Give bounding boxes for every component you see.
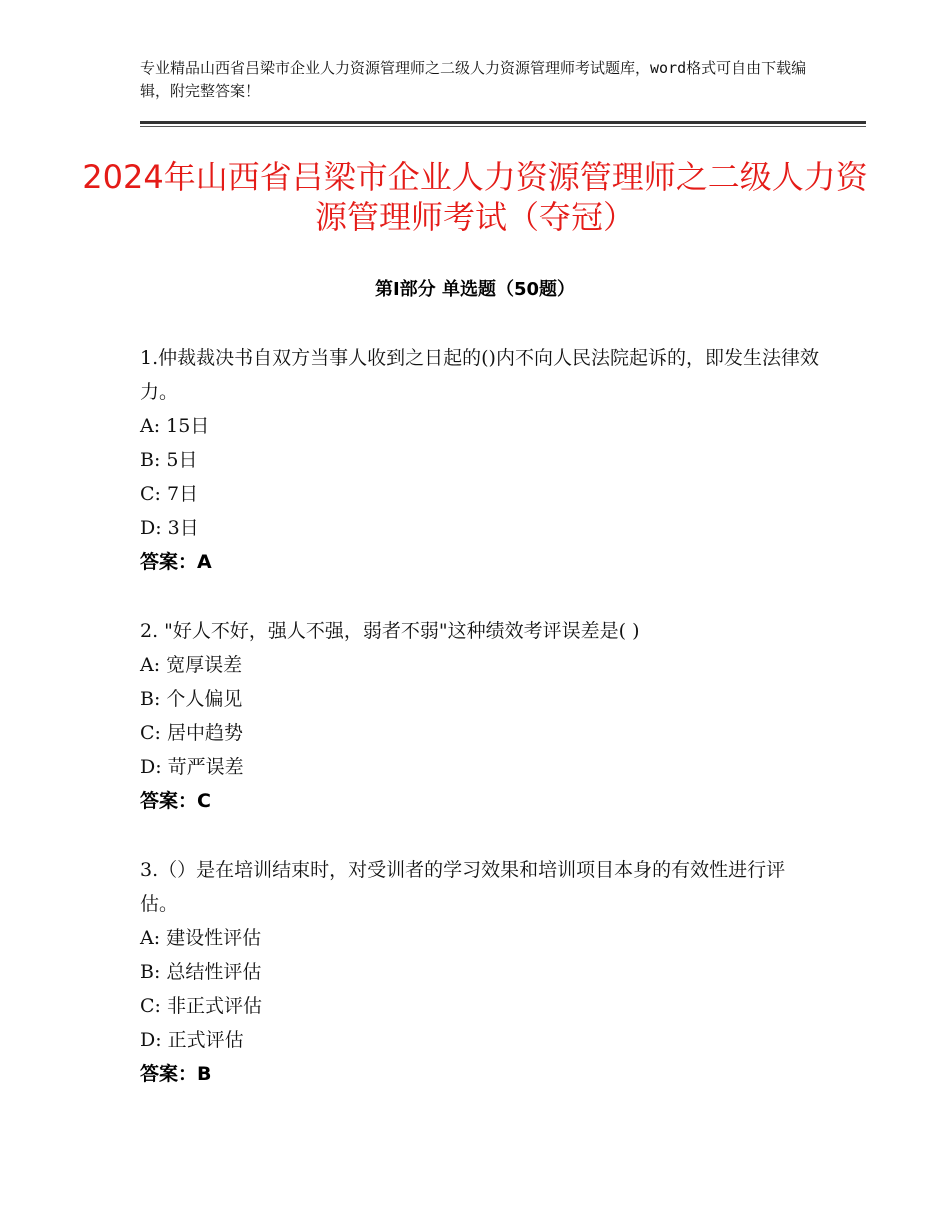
question-3-text: 3.（）是在培训结束时，对受训者的学习效果和培训项目本身的有效性进行评估。 bbox=[140, 859, 786, 915]
question-2-option-b: B: 个人偏见 bbox=[140, 688, 243, 710]
question-3-option-c: C: 非正式评估 bbox=[140, 995, 262, 1017]
question-1-option-a: A: 15日 bbox=[140, 415, 210, 437]
question-2-option-c: C: 居中趋势 bbox=[140, 722, 243, 744]
question-1-option-c: C: 7日 bbox=[140, 483, 199, 505]
document-title: 2024年山西省吕梁市企业人力资源管理师之二级人力资源管理师考试（夺冠） bbox=[82, 158, 868, 236]
question-2-option-a: A: 宽厚误差 bbox=[140, 654, 243, 676]
section-title: 第Ⅰ部分 单选题（50题） bbox=[374, 279, 575, 300]
question-3-answer: 答案：B bbox=[140, 1063, 212, 1085]
question-1-option-d: D: 3日 bbox=[140, 517, 199, 539]
header-note: 专业精品山西省吕梁市企业人力资源管理师之二级人力资源管理师考试题库，word格式可自由下载编辑，附完整答案！ bbox=[140, 59, 807, 100]
question-2-answer: 答案：C bbox=[140, 790, 211, 812]
question-1-text: 1.仲裁裁决书自双方当事人收到之日起的()内不向人民法院起诉的，即发生法律效力。 bbox=[140, 347, 819, 403]
question-3-option-a: A: 建设性评估 bbox=[140, 927, 262, 949]
question-1-answer: 答案：A bbox=[140, 551, 212, 573]
header-rule-thick bbox=[140, 121, 866, 124]
question-3-option-d: D: 正式评估 bbox=[140, 1029, 244, 1051]
question-1-option-b: B: 5日 bbox=[140, 449, 198, 471]
question-2-option-d: D: 苛严误差 bbox=[140, 756, 244, 778]
question-2-text: 2. "好人不好，强人不强，弱者不弱"这种绩效考评误差是( ) bbox=[140, 620, 640, 642]
question-3-option-b: B: 总结性评估 bbox=[140, 961, 262, 983]
header-rule-thin bbox=[140, 126, 866, 127]
